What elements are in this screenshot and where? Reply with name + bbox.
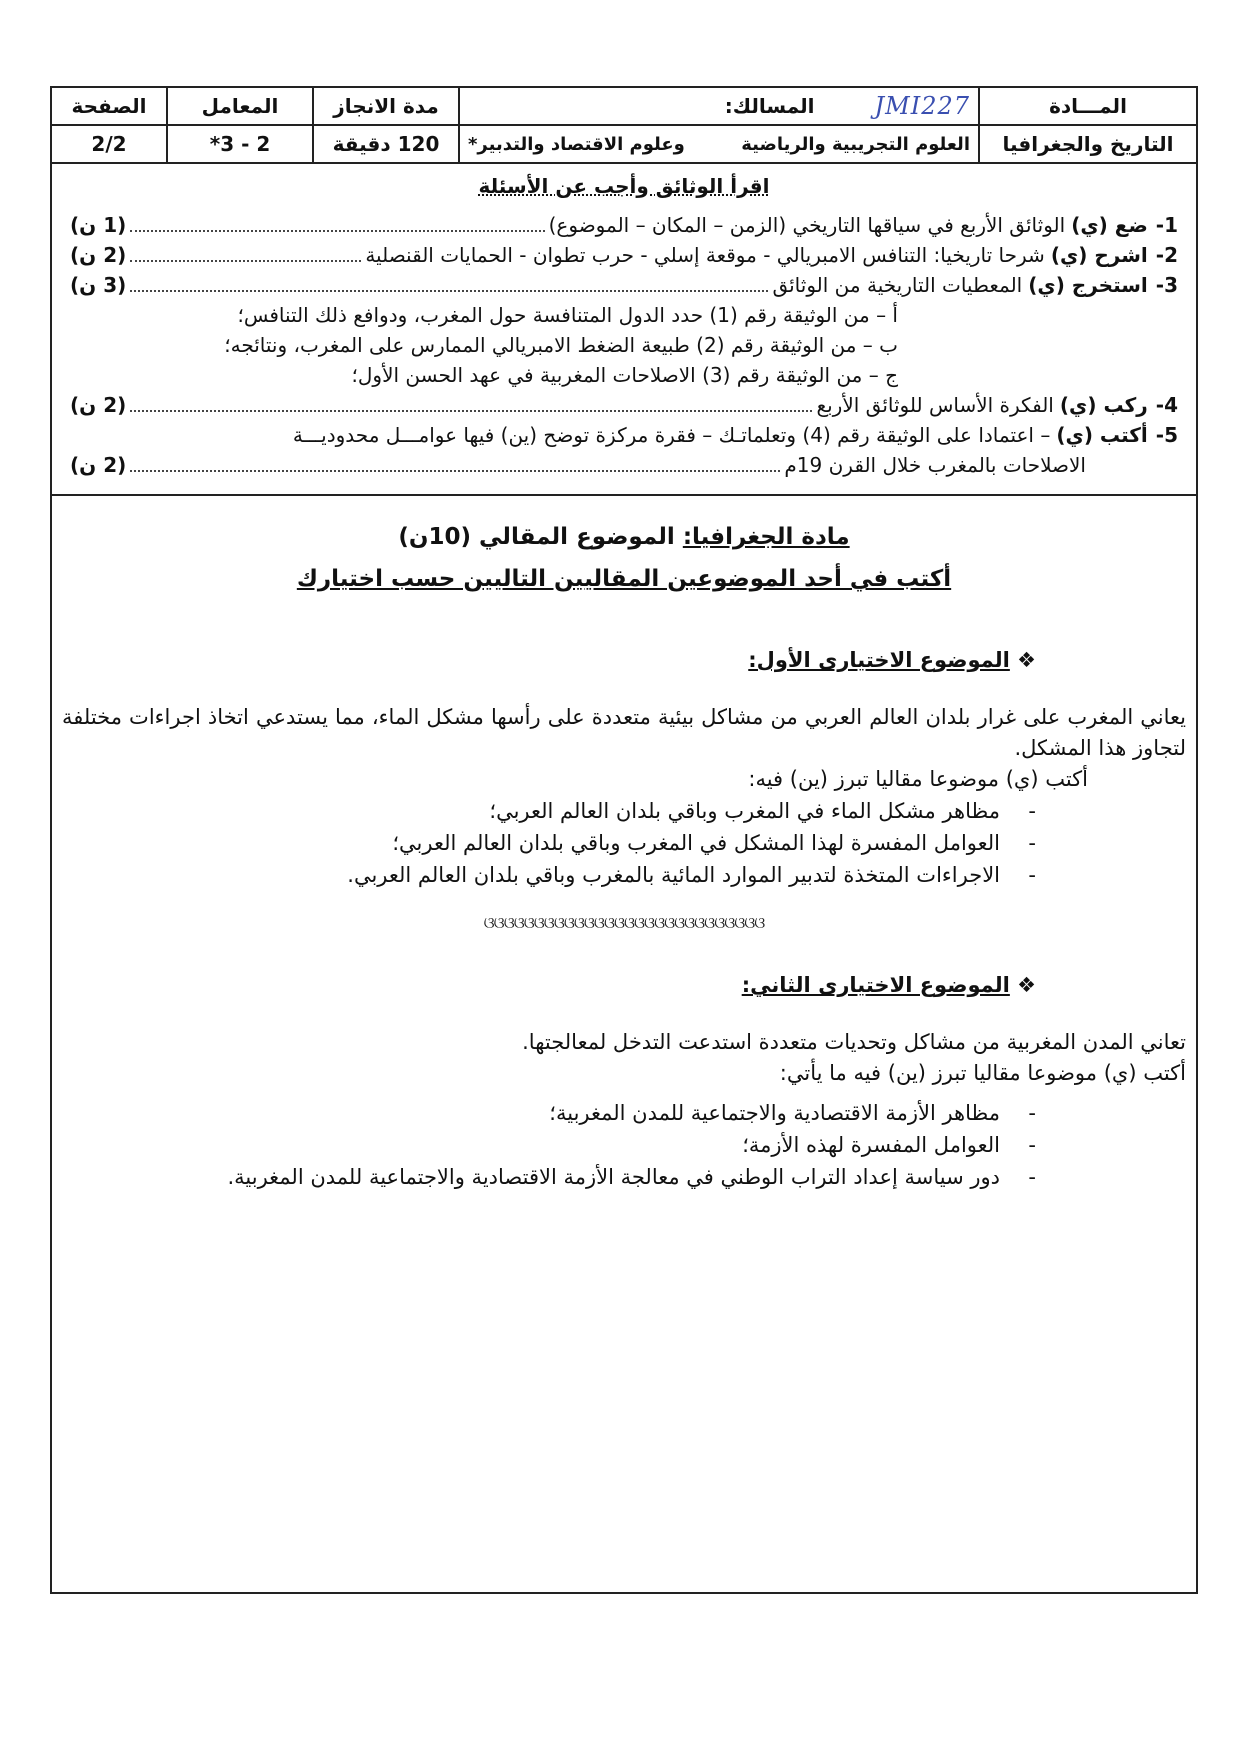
q3-part-c: ج – من الوثيقة رقم (3) الاصلاحات المغربية في عهد الحسن الأول؛ bbox=[351, 363, 898, 387]
exam-page bbox=[50, 86, 1198, 1594]
tracks-label-cell bbox=[459, 88, 979, 125]
topic-2-intro: تعاني المدن المغربية من مشاكل وتحديات متعددة استدعت التدخل لمعالجتها. bbox=[522, 1030, 1186, 1054]
coefficient-label: المعامل bbox=[167, 88, 313, 125]
question-1 bbox=[70, 210, 1178, 240]
history-section bbox=[52, 164, 1196, 496]
geography-title-label: مادة الجغرافيا: bbox=[682, 524, 850, 550]
q2-verb: اشرح (ي) bbox=[1050, 243, 1148, 267]
question-3 bbox=[70, 270, 1178, 300]
q1-text: الوثائق الأربع في سياقها التاريخي (الزمن – المكان – الموضوع) bbox=[548, 213, 1066, 237]
topic-2-heading-text: الموضوع الاختيارى الثاني: bbox=[741, 973, 1010, 997]
q4-points: (2 ن) bbox=[70, 393, 127, 417]
q5-points: (2 ن) bbox=[70, 453, 127, 477]
q3-part-a: أ – من الوثيقة رقم (1) حدد الدول المتنافسة حول المغرب، ودوافع ذلك التنافس؛ bbox=[237, 303, 898, 327]
q3-part-b: ب – من الوثيقة رقم (2) طبيعة الضغط الامبريالي الممارس على المغرب، ونتائجه؛ bbox=[224, 333, 898, 357]
decorative-separator: ଓଓଓଓଓଓଓଓଓଓଓଓଓଓଓଓଓଓଓଓଓଓଓଓଓଓଓଓ bbox=[483, 913, 765, 932]
q5-number: 5- bbox=[1155, 423, 1178, 447]
q4-dots bbox=[130, 410, 812, 412]
duration-label: مدة الانجاز bbox=[313, 88, 459, 125]
q1-dots bbox=[130, 230, 544, 232]
q2-points: (2 ن) bbox=[70, 243, 127, 267]
q1-points: (1 ن) bbox=[70, 213, 127, 237]
topic-2-prompt: أكتب (ي) موضوعا مقاليا تبرز (ين) فيه ما يأتي: bbox=[779, 1061, 1186, 1085]
topic-1-prompt: أكتب (ي) موضوعا مقاليا تبرز (ين) فيه: bbox=[748, 767, 1088, 791]
topic-2-bullet-text: مظاهر الأزمة الاقتصادية والاجتماعية للمدن المغربية؛ bbox=[549, 1101, 1000, 1125]
topic-1-bullet-text: مظاهر مشكل الماء في المغرب وباقي بلدان العالم العربي؛ bbox=[489, 799, 1000, 823]
diamond-bullet-icon: ❖ bbox=[1017, 648, 1036, 672]
geography-title-rest: الموضوع المقالي (10ن) bbox=[398, 524, 675, 550]
page-value: 2/2 bbox=[52, 125, 167, 163]
track-2: وعلوم الاقتصاد والتدبير* bbox=[468, 133, 685, 155]
coefficient-value: 2 - 3* bbox=[167, 125, 313, 163]
topic-1-heading-text: الموضوع الاختيارى الأول: bbox=[748, 648, 1010, 672]
tracks-value-cell bbox=[459, 125, 979, 163]
topic-2-heading bbox=[62, 973, 1036, 997]
topic-2-bullet bbox=[62, 1161, 1186, 1193]
q5-text: – اعتمادا على الوثيقة رقم (4) وتعلماتـك – فقرة مركزة توضح (ين) فيها عوامـــل محدوديـــة bbox=[292, 423, 1051, 447]
q4-text: الفكرة الأساس للوثائق الأربع bbox=[816, 393, 1054, 417]
duration-value: 120 دقيقة bbox=[313, 125, 459, 163]
q4-number: 4- bbox=[1155, 393, 1178, 417]
q3-points: (3 ن) bbox=[70, 273, 127, 297]
topic-1-heading bbox=[62, 648, 1036, 672]
topic-1-intro: يعاني المغرب على غرار بلدان العالم العربي من مشاكل بيئية متعددة على رأسها مشكل الماء، مما يستدعي اتخاذ اجراءات مختلفة لتجاوز هذا المشكل. bbox=[62, 705, 1186, 760]
topic-2-bullet bbox=[62, 1129, 1186, 1161]
dash-bullet: - bbox=[1028, 1133, 1036, 1157]
q5-verb: أكتب (ي) bbox=[1056, 423, 1148, 447]
subject-label: المـــادة bbox=[979, 88, 1196, 125]
q3-number: 3- bbox=[1155, 273, 1178, 297]
q2-text: شرحا تاريخيا: التنافس الامبريالي - موقعة إسلي - حرب تطوان - الحمايات القنصلية bbox=[365, 243, 1045, 267]
topic-1-bullet bbox=[62, 827, 1186, 859]
topic-1-bullet bbox=[62, 795, 1186, 827]
history-title: اقرأ الوثائق وأجب عن الأسئلة bbox=[478, 174, 770, 198]
topic-2-bullet-text: دور سياسة إعداد التراب الوطني في معالجة الأزمة الاقتصادية والاجتماعية للمدن المغربية. bbox=[227, 1165, 1000, 1189]
q4-verb: ركب (ي) bbox=[1059, 393, 1148, 417]
question-4 bbox=[70, 390, 1178, 420]
topic-2-bullet bbox=[62, 1097, 1186, 1129]
q2-dots bbox=[130, 260, 361, 262]
topic-1-bullet-text: العوامل المفسرة لهذا المشكل في المغرب وباقي بلدان العالم العربي؛ bbox=[392, 831, 1000, 855]
topic-2-bullet-text: العوامل المفسرة لهذه الأزمة؛ bbox=[742, 1133, 1000, 1157]
q5-text-continued: الاصلاحات بالمغرب خلال القرن 19م bbox=[784, 453, 1086, 477]
subject-value: التاريخ والجغرافيا bbox=[979, 125, 1196, 163]
q3-text: المعطيات التاريخية من الوثائق bbox=[772, 273, 1023, 297]
q3-dots bbox=[130, 290, 768, 292]
topic-1-bullet-text: الاجراءات المتخذة لتدبير الموارد المائية بالمغرب وباقي بلدان العالم العربي. bbox=[347, 863, 1000, 887]
dash-bullet: - bbox=[1028, 799, 1036, 823]
topic-1-bullet bbox=[62, 859, 1186, 891]
handwritten-note: JMI227 bbox=[874, 92, 970, 120]
q1-verb: ضع (ي) bbox=[1071, 213, 1148, 237]
dash-bullet: - bbox=[1028, 863, 1036, 887]
header-table bbox=[52, 88, 1196, 164]
q1-number: 1- bbox=[1155, 213, 1178, 237]
question-2 bbox=[70, 240, 1178, 270]
dash-bullet: - bbox=[1028, 1101, 1036, 1125]
q5-dots bbox=[130, 470, 780, 472]
geography-subtitle: أكتب في أحد الموضوعين المقاليين التاليين حسب اختيارك bbox=[296, 566, 952, 592]
question-5 bbox=[70, 420, 1178, 450]
geography-title bbox=[62, 516, 1186, 558]
q3-verb: استخرج (ي) bbox=[1028, 273, 1148, 297]
question-5-continued bbox=[70, 450, 1178, 480]
geography-section bbox=[52, 496, 1196, 1193]
tracks-label: المسالك: bbox=[724, 94, 815, 118]
page-label: الصفحة bbox=[52, 88, 167, 125]
dash-bullet: - bbox=[1028, 1165, 1036, 1189]
dash-bullet: - bbox=[1028, 831, 1036, 855]
diamond-bullet-icon: ❖ bbox=[1017, 973, 1036, 997]
track-1: العلوم التجريبية والرياضية bbox=[741, 133, 970, 155]
q2-number: 2- bbox=[1155, 243, 1178, 267]
